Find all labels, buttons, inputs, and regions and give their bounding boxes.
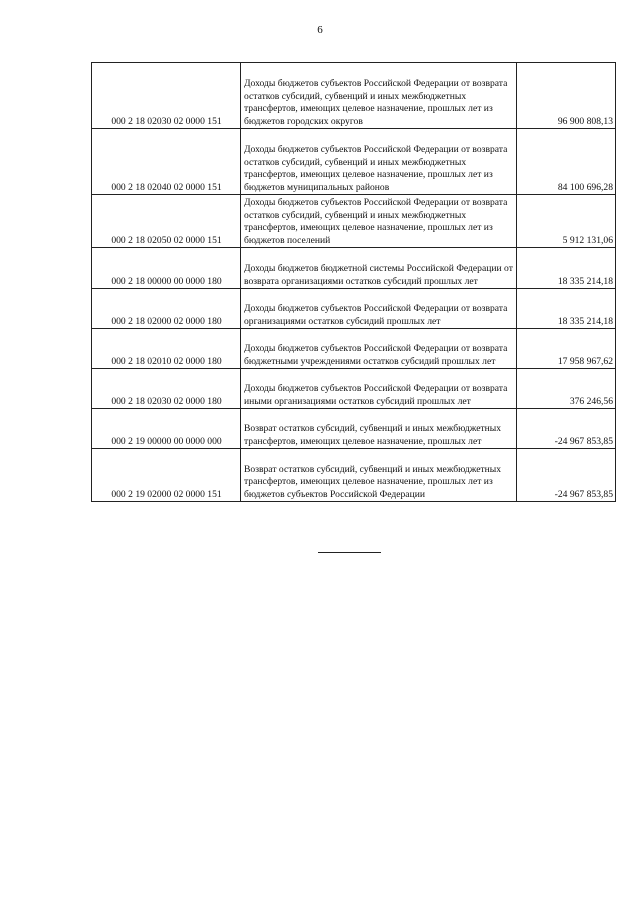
amount-cell: 84 100 696,28 bbox=[517, 129, 616, 195]
description-cell: Доходы бюджетов субъектов Российской Федерации от возврата остатков субсидий, субвенций и иных межбюджетных трансфертов, имеющих целевое назначение, прошлых лет из бюджетов муниципальных районов bbox=[241, 129, 517, 195]
table-row bbox=[92, 248, 616, 289]
amount-cell: 376 246,56 bbox=[517, 369, 616, 409]
amount-cell: -24 967 853,85 bbox=[517, 449, 616, 502]
budget-code-cell: 000 2 18 02010 02 0000 180 bbox=[92, 329, 241, 369]
page-number: 6 bbox=[317, 24, 323, 36]
description-cell: Доходы бюджетов субъектов Российской Федерации от возврата иными организациями остатков субсидий прошлых лет bbox=[241, 369, 517, 409]
budget-code-cell: 000 2 18 02030 02 0000 180 bbox=[92, 369, 241, 409]
description-cell: Доходы бюджетов субъектов Российской Федерации от возврата остатков субсидий, субвенций и иных межбюджетных трансфертов, имеющих целевое назначение, прошлых лет из бюджетов поселений bbox=[241, 195, 517, 248]
table-row bbox=[92, 195, 616, 248]
table-row bbox=[92, 449, 616, 502]
table-row bbox=[92, 369, 616, 409]
table-row bbox=[92, 409, 616, 449]
amount-cell: 18 335 214,18 bbox=[517, 248, 616, 289]
table-row bbox=[92, 329, 616, 369]
budget-code-cell: 000 2 18 00000 00 0000 180 bbox=[92, 248, 241, 289]
amount-cell: 96 900 808,13 bbox=[517, 63, 616, 129]
table-row bbox=[92, 289, 616, 329]
description-cell: Возврат остатков субсидий, субвенций и иных межбюджетных трансфертов, имеющих целевое назначение, прошлых лет bbox=[241, 409, 517, 449]
budget-code-cell: 000 2 19 02000 02 0000 151 bbox=[92, 449, 241, 502]
budget-revenue-table bbox=[91, 62, 616, 502]
description-cell: Доходы бюджетов бюджетной системы Российской Федерации от возврата организациями остатков субсидий прошлых лет bbox=[241, 248, 517, 289]
budget-code-cell: 000 2 18 02040 02 0000 151 bbox=[92, 129, 241, 195]
amount-cell: 17 958 967,62 bbox=[517, 329, 616, 369]
budget-code-cell: 000 2 18 02000 02 0000 180 bbox=[92, 289, 241, 329]
amount-cell: 5 912 131,06 bbox=[517, 195, 616, 248]
table-row bbox=[92, 129, 616, 195]
description-cell: Доходы бюджетов субъектов Российской Федерации от возврата остатков субсидий, субвенций и иных межбюджетных трансфертов, имеющих целевое назначение, прошлых лет из бюджетов городских округов bbox=[241, 63, 517, 129]
amount-cell: 18 335 214,18 bbox=[517, 289, 616, 329]
budget-code-cell: 000 2 18 02050 02 0000 151 bbox=[92, 195, 241, 248]
description-cell: Доходы бюджетов субъектов Российской Федерации от возврата бюджетными учреждениями остатков субсидий прошлых лет bbox=[241, 329, 517, 369]
end-of-document-line bbox=[318, 552, 381, 553]
description-cell: Доходы бюджетов субъектов Российской Федерации от возврата организациями остатков субсидий прошлых лет bbox=[241, 289, 517, 329]
amount-cell: -24 967 853,85 bbox=[517, 409, 616, 449]
budget-code-cell: 000 2 18 02030 02 0000 151 bbox=[92, 63, 241, 129]
table-row bbox=[92, 63, 616, 129]
description-cell: Возврат остатков субсидий, субвенций и иных межбюджетных трансфертов, имеющих целевое назначение, прошлых лет из бюджетов субъектов Российской Федерации bbox=[241, 449, 517, 502]
budget-code-cell: 000 2 19 00000 00 0000 000 bbox=[92, 409, 241, 449]
